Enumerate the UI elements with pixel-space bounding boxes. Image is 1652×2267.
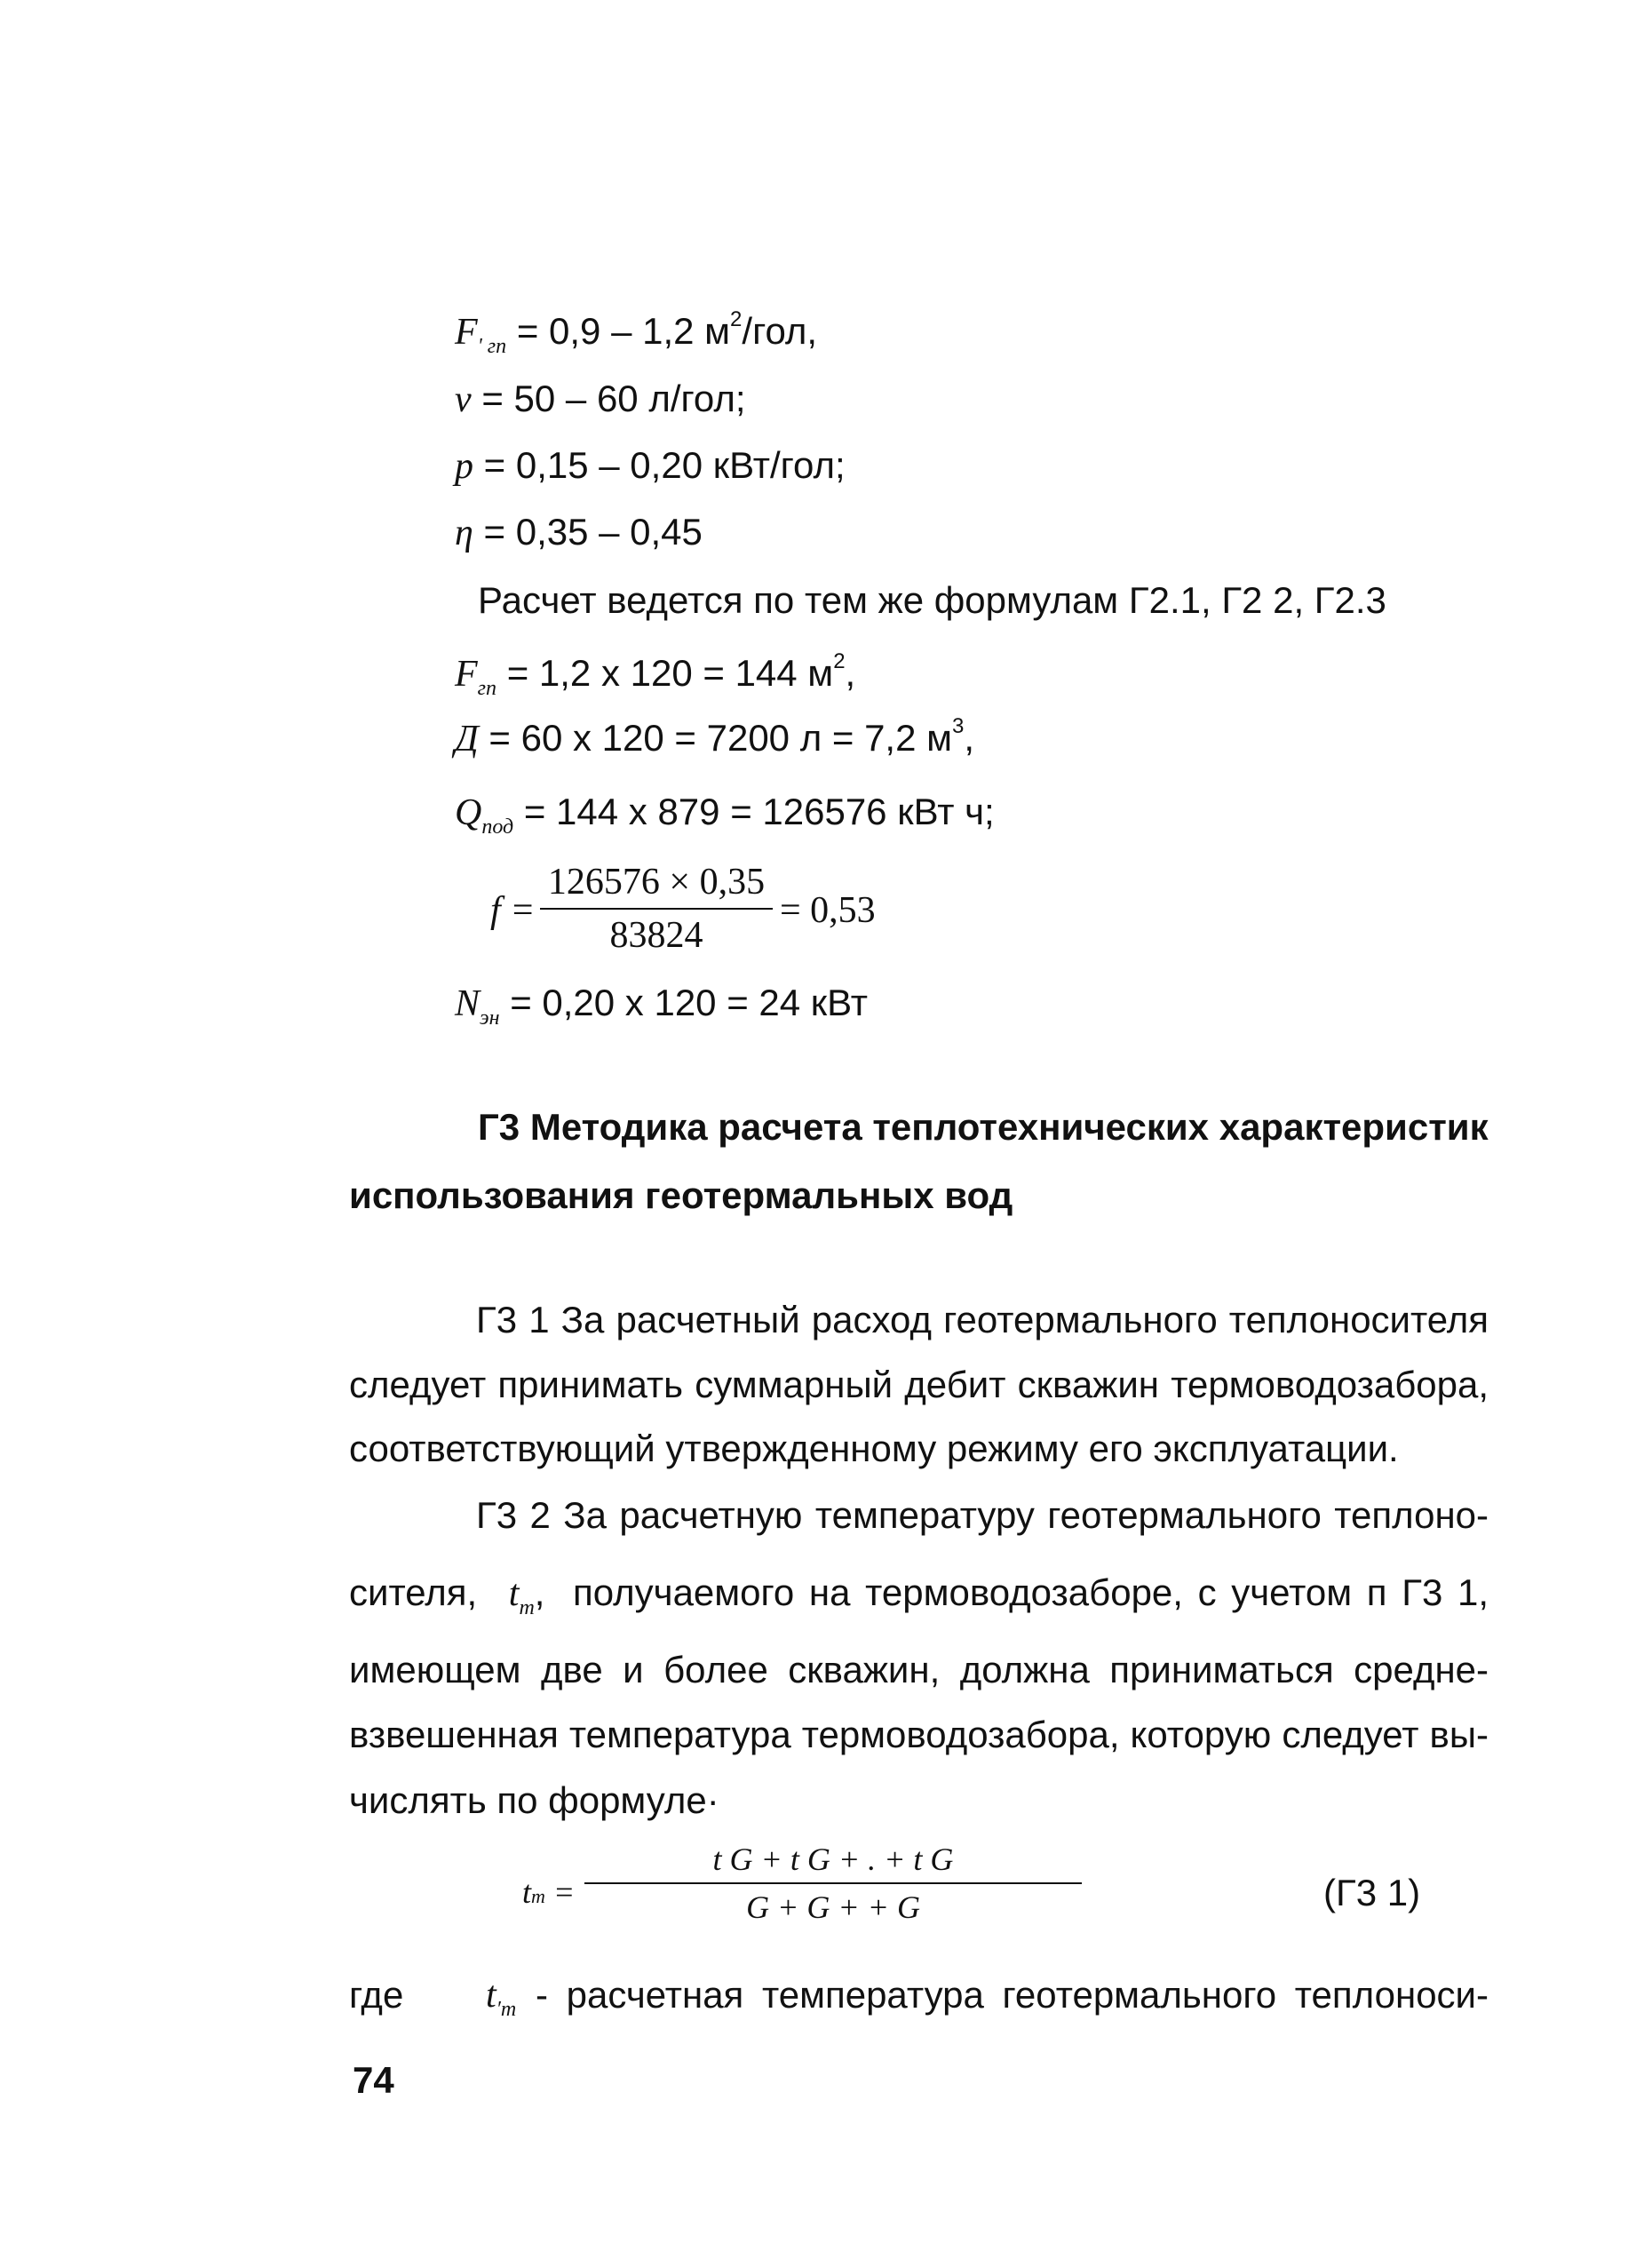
- formula-fraction: [584, 1843, 1082, 1923]
- calc-n: [455, 984, 868, 1029]
- comma: ,: [534, 1571, 545, 1613]
- param-p-value: = 0,15 – 0,20 кВт/гол;: [483, 444, 846, 486]
- symbol-tt-sub: т: [519, 1596, 535, 1619]
- para2-line5: числять по формуле·: [349, 1779, 719, 1821]
- symbol-fgp-sub: гп: [477, 677, 497, 700]
- para2-line2-start: сителя,: [349, 1571, 478, 1613]
- calc-fgp: [455, 651, 855, 699]
- symbol-f-sub: ' гп: [477, 335, 507, 358]
- param-f-unit: /гол,: [742, 310, 818, 352]
- section-title-line1: Г3 Методика расчета теплотехнических характеристик: [478, 1106, 1489, 1148]
- symbol-tt: t: [508, 1573, 520, 1614]
- para2-line4: взвешенная температура термоводозабора, которую следует вы-: [349, 1714, 1489, 1755]
- symbol-d: Д: [455, 719, 479, 760]
- symbol-n: N: [455, 983, 481, 1024]
- formula-denominator: G + G + + G: [746, 1889, 920, 1925]
- calc-d-value: = 60 х 120 = 7200 л = 7,2 м: [488, 717, 953, 759]
- where-word: где: [349, 1974, 404, 2016]
- page-number: 74: [353, 2059, 394, 2101]
- param-eta-value: = 0,35 – 0,45: [483, 511, 703, 553]
- formula-label: (Г3 1): [1323, 1872, 1421, 1913]
- symbol-eta: η: [455, 513, 473, 553]
- symbol-t-prime: $t_{'т}$: [486, 1975, 517, 2021]
- symbol-v: v: [455, 379, 472, 420]
- para2-line2-rest: получаемого на термоводозаборе, с учетом п Г3 1,: [573, 1571, 1489, 1613]
- symbol-n-sub: эн: [480, 1006, 500, 1030]
- param-eta: [455, 513, 703, 552]
- para2-line3: имеющем две и более скважин, должна приниматься средне-: [349, 1649, 1489, 1690]
- sup-2: 2: [730, 307, 743, 331]
- formula-lhs: tт =: [522, 1874, 576, 1910]
- fraction-f-numerator: 126576 × 0,35: [547, 862, 766, 903]
- symbol-fgp: F: [455, 654, 478, 695]
- symbol-f-fraction: f =: [490, 890, 536, 931]
- para1-line1: Г3 1 За расчетный расход геотермального теплоносителя: [476, 1299, 1489, 1340]
- para2-line1: Г3 2 За расчетную температуру геотермального теплоно-: [476, 1494, 1489, 1536]
- calc-q-value: = 144 х 879 = 126576 кВт ч;: [523, 791, 995, 832]
- calc-q: [455, 793, 995, 838]
- symbol-p: p: [455, 446, 473, 487]
- calc-n-value: = 0,20 х 120 = 24 кВт: [510, 982, 869, 1023]
- section-title-line2: использования геотермальных вод: [349, 1174, 1013, 1216]
- symbol-q-sub: под: [481, 815, 514, 839]
- para1-line3: соответствующий утвержденному режиму его эксплуатации.: [349, 1428, 1399, 1469]
- fraction-f-result: = 0,53: [780, 890, 876, 931]
- calc-d-end: ,: [964, 717, 975, 759]
- symbol-q: Q: [455, 792, 482, 833]
- param-p: [455, 444, 846, 487]
- calc-fgp-end: ,: [845, 652, 856, 694]
- param-f-value: = 0,9 – 1,2 м: [516, 310, 731, 352]
- sup-2: 2: [833, 649, 846, 673]
- formula-numerator: t G + t G + . + t G: [712, 1841, 954, 1877]
- where-text: - расчетная температура геотермального теплоноси-: [536, 1974, 1489, 2016]
- param-v: [455, 380, 746, 418]
- calc-d: [455, 716, 974, 758]
- param-f: [455, 309, 817, 357]
- fraction-f-bar: [540, 908, 773, 910]
- calc-intro: Расчет ведется по тем же формулам Г2.1, Г2 2, Г2.3: [478, 579, 1386, 621]
- fraction-f-denominator: 83824: [609, 915, 703, 956]
- calc-fgp-value: = 1,2 х 120 = 144 м: [506, 652, 834, 694]
- para1-line2: следует принимать суммарный дебит скважин термоводозабора,: [349, 1364, 1489, 1405]
- formula-bar: [584, 1882, 1082, 1884]
- fraction-f: [540, 863, 773, 954]
- param-v-value: = 50 – 60 л/гол;: [481, 378, 746, 419]
- symbol-f: F: [455, 312, 478, 353]
- sup-3: 3: [952, 714, 965, 738]
